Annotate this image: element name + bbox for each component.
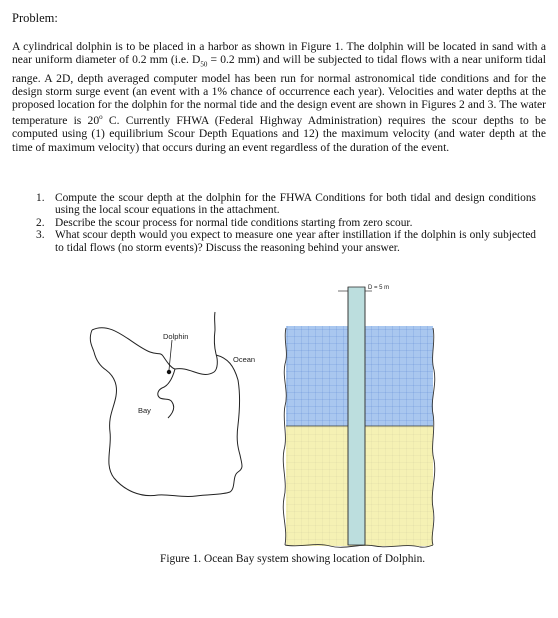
question-number: 2.	[36, 216, 45, 229]
dolphin-pile	[348, 287, 365, 545]
coastline-inlet	[158, 369, 175, 418]
figure-caption: Figure 1. Ocean Bay system showing location of Dolphin.	[160, 553, 426, 565]
coastline-bay	[94, 352, 158, 496]
map-label-ocean: Ocean	[233, 355, 256, 364]
map-label-dolphin: Dolphin	[163, 332, 189, 341]
question-number: 1.	[36, 192, 45, 204]
diameter-label: D = 5 m	[368, 285, 390, 291]
question-text: Compute the scour depth at the dolphin for the FHWA Conditions for both tidal and design conditions using the local scour equations in the attachment.	[55, 192, 536, 217]
section-left-edge	[283, 328, 286, 545]
coastline-west	[90, 330, 94, 352]
problem-heading: Problem:	[12, 11, 58, 25]
degree-superscript: o	[99, 113, 103, 122]
d50-subscript: 50	[200, 60, 208, 69]
description-part-2: = 0.2 mm) and will be subjected to tidal flows with a near uniform tidal range. A 2D, depth averaged computer model has been run for normal astronomical tide conditions and for the design storm surge event (an event with a 1% chance of occurrence each year). Velocities and water depths at the proposed location for the dolphin for the normal tide and the design event are shown in Figures 2 and 3. The water temperature is 20	[12, 53, 546, 128]
question-text: Describe the scour process for normal tide conditions starting from zero scour.	[55, 216, 413, 229]
description-part-1: A cylindrical dolphin is to be placed in a harbor as shown in Figure 1. The dolphin will be located in sand with a near uniform diameter of 0.2 mm (i.e. D	[12, 40, 546, 67]
question-text: What scour depth would you expect to measure one year after instillation if the dolphin is only subjected to tidal flows (no storm events)? Discuss the reasoning behind your answer.	[55, 229, 536, 254]
coastline-headland	[175, 312, 217, 375]
dolphin-location-marker	[167, 370, 171, 374]
description-part-3: C. Currently FHWA (Federal Highway Administration) requires the scour depths to be computed using (1) equilibrium Scour Depth Equations and 12) the maximum velocity (and water depth at the time of maximum velocity) that occurs during an event regardless of the duration of the event.	[12, 114, 546, 154]
question-number: 3.	[36, 229, 45, 242]
coastline-east	[158, 355, 242, 497]
map-label-bay: Bay	[138, 406, 151, 415]
